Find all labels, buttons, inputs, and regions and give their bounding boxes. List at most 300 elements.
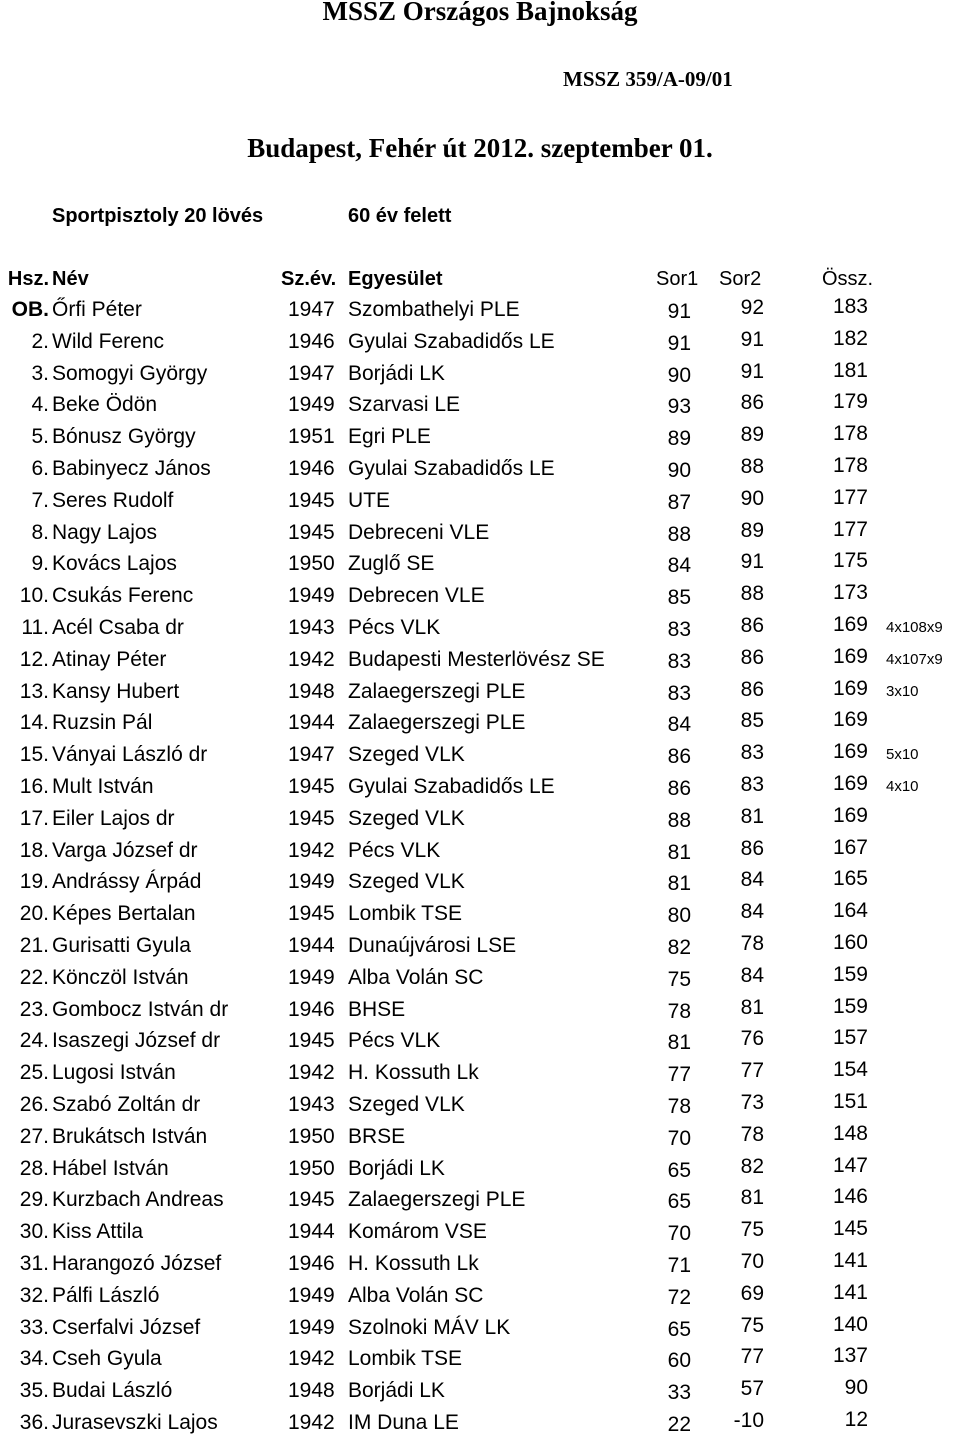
row-club: Pécs VLK [348, 616, 441, 639]
header-rank: Hsz. [7, 268, 49, 290]
row-rank: 24. [19, 1029, 49, 1053]
row-series-2: 81 [740, 1186, 764, 1210]
row-series-2: 91 [740, 550, 764, 574]
row-birth-year: 1948 [288, 1379, 335, 1403]
row-club: Szeged VLK [348, 743, 465, 767]
header-total: Össz. [822, 268, 874, 290]
row-series-2: 73 [740, 1091, 764, 1114]
row-birth-year: 1946 [288, 457, 335, 480]
row-total: 146 [832, 1185, 868, 1209]
row-birth-year: 1945 [288, 1029, 335, 1053]
table-row [0, 454, 960, 489]
row-rank: 13. [19, 679, 49, 703]
row-name: Képes Bertalan [52, 902, 196, 926]
row-rank: 33. [19, 1315, 49, 1339]
row-total: 173 [832, 581, 868, 605]
table-row [0, 1153, 960, 1189]
table-row [0, 1026, 960, 1061]
table-row [0, 1090, 960, 1125]
header-series-1: Sor1 [656, 268, 699, 290]
row-tiebreak-note: 4x108x9 [886, 619, 943, 636]
row-series-2: 86 [740, 645, 764, 669]
row-birth-year: 1943 [288, 1093, 335, 1116]
row-birth-year: 1949 [288, 1315, 335, 1339]
row-name: Varga József dr [52, 838, 198, 862]
table-row [0, 899, 960, 934]
row-birth-year: 1949 [288, 1283, 335, 1307]
row-name: Budai László [52, 1379, 173, 1403]
row-club: Borjádi LK [348, 361, 445, 385]
row-series-1: 93 [667, 395, 691, 419]
row-series-1: 87 [667, 490, 691, 514]
row-birth-year: 1949 [288, 584, 335, 608]
row-series-1: 70 [667, 1126, 691, 1150]
table-row [0, 931, 960, 966]
table-row [0, 835, 960, 871]
row-total: 179 [832, 390, 868, 414]
row-total: 169 [832, 772, 868, 795]
row-rank: 11. [21, 616, 49, 639]
table-row [0, 613, 960, 648]
row-name: Hábel István [52, 1156, 169, 1180]
row-birth-year: 1945 [288, 806, 335, 830]
row-tiebreak-note: 4x10 [886, 778, 919, 795]
table-row [0, 1408, 960, 1443]
table-row [0, 867, 960, 902]
row-rank: 32. [19, 1283, 49, 1307]
table-row [0, 1058, 960, 1093]
row-total: 169 [832, 676, 868, 700]
row-series-2: 75 [740, 1218, 764, 1242]
row-series-1: 85 [667, 586, 691, 610]
row-series-2: 78 [740, 932, 764, 955]
row-rank: 4. [31, 393, 49, 417]
row-birth-year: 1945 [288, 1188, 335, 1212]
row-series-1: 77 [667, 1063, 691, 1087]
row-name: Nagy Lajos [52, 520, 158, 544]
row-club: Gyulai Szabadidős LE [348, 775, 555, 798]
row-total: 160 [832, 931, 868, 954]
row-series-2: -10 [733, 1409, 764, 1432]
row-name: Kurzbach Andreas [52, 1188, 224, 1212]
row-name: Isaszegi József dr [52, 1029, 221, 1053]
table-row [0, 803, 960, 839]
age-category: 60 év felett [348, 205, 452, 227]
row-rank: 25. [19, 1061, 49, 1085]
row-name: Ványai László dr [52, 743, 208, 767]
row-club: BRSE [348, 1124, 406, 1148]
row-club: Lombik TSE [348, 1347, 462, 1371]
row-series-1: 86 [667, 777, 691, 800]
row-total: 169 [832, 708, 868, 732]
row-series-1: 90 [667, 459, 691, 482]
table-row [0, 1185, 960, 1220]
row-birth-year: 1944 [288, 1220, 335, 1244]
row-birth-year: 1942 [288, 838, 335, 862]
table-row [0, 1121, 960, 1157]
row-club: Zalaegerszegi PLE [348, 679, 526, 703]
header-series-2: Sor2 [719, 268, 762, 290]
row-name: Gurisatti Gyula [52, 934, 191, 957]
row-birth-year: 1942 [288, 1411, 335, 1434]
row-club: Zalaegerszegi PLE [348, 1188, 526, 1212]
table-row [0, 1312, 960, 1348]
row-name: Szabó Zoltán dr [52, 1093, 201, 1116]
row-name: Cseh Gyula [52, 1347, 162, 1371]
row-series-1: 22 [667, 1413, 691, 1436]
row-rank: 17. [19, 806, 49, 830]
row-series-2: 83 [740, 773, 764, 796]
row-series-2: 75 [740, 1313, 764, 1337]
page-title: MSSZ Országos Bajnokság [322, 0, 638, 26]
row-series-2: 84 [740, 963, 764, 987]
row-series-2: 89 [740, 423, 764, 447]
row-club: Szombathelyi PLE [348, 298, 520, 321]
row-total: 178 [832, 422, 868, 446]
row-rank: 20. [19, 902, 49, 926]
row-series-2: 90 [740, 486, 764, 510]
row-total: 183 [832, 295, 868, 318]
row-rank: 34. [19, 1347, 49, 1371]
row-series-1: 65 [667, 1317, 691, 1341]
row-club: Debreceni VLE [348, 520, 490, 544]
row-series-2: 91 [740, 327, 764, 351]
row-name: Brukátsch István [52, 1124, 208, 1148]
row-series-1: 83 [667, 649, 691, 673]
row-series-2: 81 [740, 804, 764, 828]
table-row [0, 485, 960, 521]
document-code: MSSZ 359/A-09/01 [563, 67, 733, 91]
row-birth-year: 1945 [288, 488, 335, 512]
row-series-1: 88 [667, 808, 691, 832]
row-series-2: 88 [740, 582, 764, 606]
row-birth-year: 1944 [288, 711, 335, 735]
row-name: Lugosi István [52, 1061, 176, 1085]
venue-date: Budapest, Fehér út 2012. szeptember 01. [247, 133, 713, 163]
row-rank: 3. [31, 361, 49, 385]
header-club: Egyesület [348, 268, 443, 290]
row-name: Bónusz György [52, 425, 196, 449]
row-total: 137 [832, 1344, 868, 1368]
row-total: 159 [832, 994, 868, 1018]
row-birth-year: 1949 [288, 393, 335, 417]
row-series-2: 86 [740, 836, 764, 860]
row-birth-year: 1949 [288, 870, 335, 894]
row-club: Gyulai Szabadidős LE [348, 457, 555, 480]
row-series-1: 90 [667, 363, 691, 387]
row-rank: 7. [31, 488, 49, 512]
table-row [0, 740, 960, 775]
row-rank: 15. [19, 743, 49, 767]
row-club: BHSE [348, 997, 406, 1021]
row-series-2: 85 [740, 709, 764, 733]
row-series-2: 77 [740, 1059, 764, 1083]
table-row [0, 708, 960, 743]
row-tiebreak-note: 5x10 [886, 746, 919, 764]
row-birth-year: 1950 [288, 1156, 335, 1180]
row-series-1: 78 [667, 999, 691, 1023]
row-club: H. Kossuth Lk [348, 1252, 479, 1275]
row-series-1: 78 [667, 1095, 691, 1118]
row-total: 169 [832, 740, 868, 764]
row-rank: 6. [31, 457, 49, 480]
row-series-1: 86 [667, 745, 691, 769]
row-rank: 21. [19, 934, 49, 957]
row-rank: 16. [19, 775, 49, 798]
row-series-2: 70 [740, 1250, 764, 1273]
row-series-1: 81 [667, 1031, 691, 1055]
row-total: 157 [832, 1026, 868, 1050]
row-series-1: 91 [667, 331, 691, 355]
table-row [0, 1376, 960, 1411]
row-club: Szeged VLK [348, 1093, 465, 1116]
row-birth-year: 1942 [288, 647, 335, 671]
row-name: Harangozó József [52, 1252, 222, 1275]
row-total: 141 [832, 1280, 868, 1304]
row-club: Pécs VLK [348, 1029, 441, 1053]
row-club: H. Kossuth Lk [348, 1061, 479, 1085]
row-name: Eiler Lajos dr [52, 806, 175, 830]
row-series-1: 65 [667, 1158, 691, 1182]
row-tiebreak-note: 3x10 [886, 682, 919, 700]
row-name: Wild Ferenc [52, 329, 165, 353]
row-total: 141 [832, 1249, 868, 1272]
row-birth-year: 1943 [288, 616, 335, 639]
row-series-2: 78 [740, 1122, 764, 1146]
table-row [0, 517, 960, 553]
row-total: 169 [832, 613, 868, 636]
row-name: Acél Csaba dr [52, 616, 184, 639]
row-club: Szeged VLK [348, 806, 465, 830]
row-club: Debrecen VLE [348, 584, 485, 608]
row-birth-year: 1945 [288, 902, 335, 926]
row-birth-year: 1946 [288, 1252, 335, 1275]
row-club: Pécs VLK [348, 838, 441, 862]
row-name: Seres Rudolf [52, 488, 174, 512]
row-rank: 10. [19, 584, 49, 608]
row-rank: 14. [19, 711, 49, 735]
row-birth-year: 1946 [288, 329, 335, 353]
row-total: 154 [832, 1058, 868, 1082]
row-club: Budapesti Mesterlövész SE [348, 647, 605, 671]
row-club: Gyulai Szabadidős LE [348, 329, 555, 353]
row-name: Cserfalvi József [52, 1315, 201, 1339]
row-club: Borjádi LK [348, 1379, 445, 1403]
row-rank: 2. [31, 329, 49, 353]
row-birth-year: 1946 [288, 997, 335, 1021]
row-series-1: 75 [667, 967, 691, 991]
row-series-1: 70 [667, 1222, 691, 1246]
row-total: 169 [832, 644, 868, 668]
row-club: Komárom VSE [348, 1220, 487, 1244]
row-name: Beke Ödön [52, 393, 158, 417]
row-rank: 18. [19, 838, 49, 862]
row-name: Csukás Ferenc [52, 584, 194, 608]
row-total: 178 [832, 454, 868, 477]
row-total: 182 [832, 326, 868, 350]
row-club: Szeged VLK [348, 870, 465, 894]
row-rank: 36. [19, 1411, 49, 1434]
row-series-2: 86 [740, 677, 764, 701]
row-rank: 22. [19, 965, 49, 989]
row-series-2: 77 [740, 1345, 764, 1369]
row-name: Kiss Attila [52, 1220, 144, 1244]
row-series-1: 89 [667, 427, 691, 451]
row-name: Kansy Hubert [52, 679, 180, 703]
row-club: Alba Volán SC [348, 1283, 484, 1307]
row-birth-year: 1950 [288, 1124, 335, 1148]
row-total: 175 [832, 549, 868, 573]
row-club: UTE [348, 488, 390, 512]
row-series-2: 83 [740, 741, 764, 765]
table-row [0, 1280, 960, 1316]
row-total: 177 [832, 485, 868, 509]
row-name: Andrássy Árpád [52, 870, 202, 894]
row-club: IM Duna LE [348, 1411, 459, 1434]
row-series-1: 80 [667, 904, 691, 928]
row-name: Jurasevszki Lajos [52, 1411, 218, 1434]
row-series-2: 84 [740, 900, 764, 924]
table-row [0, 295, 960, 330]
row-series-2: 76 [740, 1027, 764, 1051]
row-series-2: 88 [740, 455, 764, 478]
table-row [0, 644, 960, 680]
row-birth-year: 1945 [288, 520, 335, 544]
row-series-1: 71 [667, 1254, 691, 1277]
row-name: Atinay Péter [52, 647, 167, 671]
row-rank: 28. [19, 1156, 49, 1180]
table-row [0, 1217, 960, 1252]
row-rank: 19. [19, 870, 49, 894]
row-birth-year: 1951 [288, 425, 335, 449]
row-total: 165 [832, 867, 868, 891]
row-series-1: 33 [667, 1381, 691, 1405]
table-row [0, 772, 960, 807]
row-club: Zuglő SE [348, 552, 435, 576]
table-row [0, 962, 960, 998]
row-series-1: 60 [667, 1349, 691, 1373]
row-total: 145 [832, 1217, 868, 1241]
row-rank: 29. [19, 1188, 49, 1212]
table-row [0, 581, 960, 616]
table-row [0, 1249, 960, 1284]
row-total: 164 [832, 899, 868, 923]
row-series-2: 89 [740, 518, 764, 542]
row-total: 90 [844, 1376, 868, 1400]
row-series-2: 86 [740, 614, 764, 637]
row-series-1: 84 [667, 713, 691, 737]
row-name: Könczöl István [52, 965, 189, 989]
row-birth-year: 1947 [288, 743, 335, 767]
row-series-2: 57 [740, 1377, 764, 1401]
row-total: 177 [832, 517, 868, 541]
row-rank: 27. [19, 1124, 49, 1148]
row-total: 147 [832, 1153, 868, 1177]
row-series-2: 86 [740, 391, 764, 415]
row-birth-year: 1942 [288, 1347, 335, 1371]
table-row [0, 326, 960, 362]
row-series-1: 83 [667, 618, 691, 641]
row-club: Zalaegerszegi PLE [348, 711, 526, 735]
event-name: Sportpisztoly 20 lövés [52, 205, 264, 227]
row-rank: 12. [19, 647, 49, 671]
table-row [0, 422, 960, 457]
header-name: Név [52, 268, 89, 290]
row-name: Pálfi László [52, 1283, 160, 1307]
row-series-1: 88 [667, 522, 691, 546]
row-birth-year: 1950 [288, 552, 335, 576]
row-birth-year: 1947 [288, 298, 335, 321]
row-name: Gombocz István dr [52, 997, 229, 1021]
row-rank: 5. [31, 425, 49, 449]
row-rank: 23. [19, 997, 49, 1021]
row-name: Ruzsin Pál [52, 711, 153, 735]
row-birth-year: 1944 [288, 934, 335, 957]
row-name: Mult István [52, 775, 154, 798]
row-name: Babinyecz János [52, 457, 211, 480]
row-series-1: 81 [667, 840, 691, 864]
row-series-1: 84 [667, 554, 691, 578]
row-total: 148 [832, 1121, 868, 1145]
row-birth-year: 1942 [288, 1061, 335, 1085]
row-series-2: 81 [740, 995, 764, 1019]
table-row [0, 549, 960, 584]
row-birth-year: 1948 [288, 679, 335, 703]
row-club: Alba Volán SC [348, 965, 484, 989]
row-rank: 31. [19, 1252, 49, 1275]
table-row [0, 676, 960, 712]
row-name: Őrfi Péter [52, 298, 142, 321]
row-club: Dunaújvárosi LSE [348, 934, 517, 957]
row-rank: 9. [31, 552, 49, 576]
row-series-1: 82 [667, 936, 691, 959]
row-club: Szolnoki MÁV LK [348, 1315, 511, 1339]
row-total: 167 [832, 835, 868, 859]
row-birth-year: 1949 [288, 965, 335, 989]
row-club: Lombik TSE [348, 902, 462, 926]
row-club: Egri PLE [348, 425, 431, 449]
row-total: 12 [844, 1408, 868, 1431]
row-series-1: 72 [667, 1285, 691, 1309]
row-club: Szarvasi LE [348, 393, 461, 417]
table-row [0, 390, 960, 425]
row-birth-year: 1947 [288, 361, 335, 385]
row-total: 140 [832, 1312, 868, 1336]
row-tiebreak-note: 4x107x9 [886, 650, 943, 668]
row-club: Borjádi LK [348, 1156, 445, 1180]
row-series-2: 82 [740, 1154, 764, 1178]
table-row [0, 994, 960, 1030]
row-series-2: 92 [740, 296, 764, 319]
row-series-1: 91 [667, 300, 691, 323]
row-birth-year: 1945 [288, 775, 335, 798]
row-name: Kovács Lajos [52, 552, 177, 576]
row-series-2: 91 [740, 359, 764, 383]
row-total: 151 [832, 1090, 868, 1113]
table-row [0, 1344, 960, 1379]
row-name: Somogyi György [52, 361, 208, 385]
row-total: 159 [832, 962, 868, 986]
row-total: 169 [832, 803, 868, 827]
row-rank: OB. [11, 298, 49, 321]
table-row [0, 358, 960, 394]
row-rank: 30. [19, 1220, 49, 1244]
row-series-2: 84 [740, 868, 764, 892]
row-series-1: 81 [667, 872, 691, 896]
header-birth-year: Sz.év. [281, 268, 337, 290]
row-total: 181 [832, 358, 868, 382]
row-rank: 35. [19, 1379, 49, 1403]
